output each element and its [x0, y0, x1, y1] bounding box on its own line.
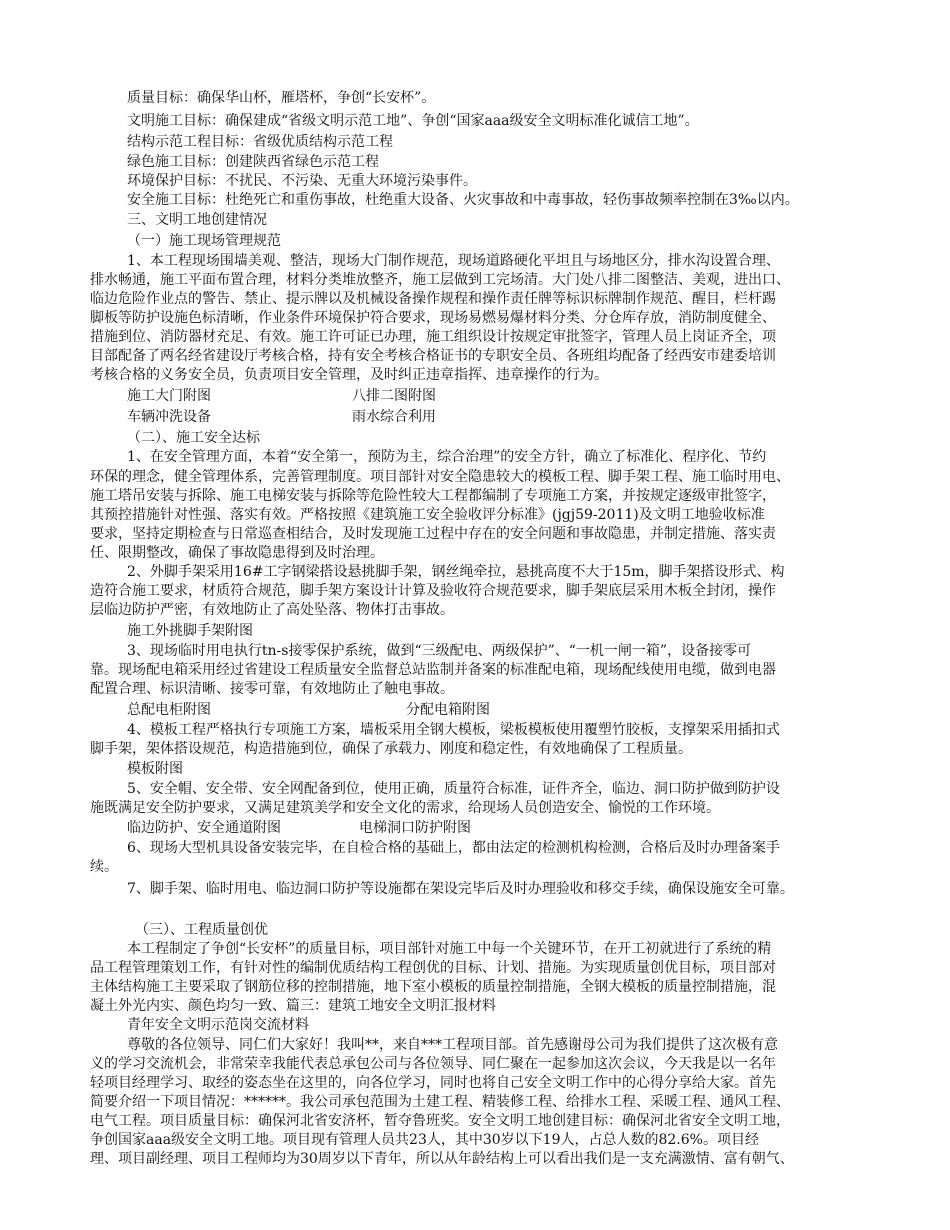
text-line: 6、现场大型机具设备安装完毕，在自检合格的基础上，都由法定的检测机构检测，合格后及时办理备案手: [127, 840, 780, 856]
figure-caption: 施工外挑脚手架附图: [127, 623, 253, 639]
figure-caption: 分配电箱附图: [406, 702, 490, 718]
text-line: 施既满足安全防护要求，又满足建筑美学和安全文化的需求，给现场人员创造安全、愉悦的工作环境。: [90, 800, 720, 816]
text-line: 轻项目经理学习、取经的姿态坐在这里的，向各位学习，同时也将自己安全文明工作中的心得分享给大家。首先: [90, 1075, 776, 1091]
text-line: 文明施工目标：确保建成“省级文明示范工地”、争创“国家aaa级安全文明标准化诚信工地”。: [127, 113, 699, 129]
figure-caption: 施工大门附图: [127, 388, 211, 404]
figure-caption: 车辆冲洗设备: [127, 409, 211, 425]
text-line: 理、项目副经理、项目工程师均为30周岁以下青年，所以从年龄结构上可以看出我们是一支充满激情、富有朝气、: [90, 1151, 794, 1167]
text-line: 任、限期整改，确保了事故隐患得到及时治理。: [90, 545, 384, 561]
text-line: 简要介绍一下项目情况：******。我公司承包范围为土建工程、精装修工程、给排水工程、采暖工程、通风工程、: [90, 1094, 790, 1110]
figure-caption: 临边防护、安全通道附图: [127, 820, 281, 836]
text-line: 层临边防护严密，有效地防止了高处坠落、物体打击事故。: [90, 602, 454, 618]
text-line: 施工塔吊安装与拆除、施工电梯安装与拆除等危险性较大工程都编制了专项施工方案，并按规定逐级审批签字，: [90, 488, 776, 504]
section-heading: 三、文明工地创建情况: [127, 212, 267, 228]
subsection-heading: （一）施工现场管理规范: [127, 233, 281, 249]
text-line: 措施到位、消防器材充足、有效。施工许可证已办理，施工组织设计按规定审批签字，管理人员上岗证齐全，项: [90, 329, 776, 345]
text-line: 5、安全帽、安全带、安全网配备到位，使用正确，质量符合标准，证件齐全，临边、洞口防护做到防护设: [127, 781, 780, 797]
figure-caption: 雨水综合利用: [352, 409, 436, 425]
text-line: 2、外脚手架采用16#工字钢梁搭设悬挑脚手架，钢丝绳牵拉，悬挑高度不大于15m，脚手架搭设形式、构: [127, 564, 785, 580]
text-line: 结构示范工程目标：省级优质结构示范工程: [127, 134, 393, 150]
text-line: 1、在安全管理方面，本着“安全第一，预防为主，综合治理”的安全方针，确立了标准化、程序化、节约: [127, 449, 767, 465]
text-line: 主体结构施工主要采取了钢筋位移的控制措施，地下室小模板的质量控制措施，全钢大模板的质量控制措施，混: [90, 979, 776, 995]
text-line: 脚手架，架体搭设规范，构造措施到位，确保了承载力、刚度和稳定性，有效地确保了工程质量。: [90, 741, 692, 757]
text-line: 4、模板工程严格执行专项施工方案，墙板采用全钢大模板，梁板模板使用覆塑竹胶板，支撑架采用插扣式: [127, 722, 780, 738]
text-line: 7、脚手架、临时用电、临边洞口防护等设施都在架设完毕后及时办理验收和移交手续，确保设施安全可靠。: [127, 881, 794, 897]
text-line: 临边危险作业点的警告、禁止、提示牌以及机械设备操作规程和操作责任牌等标识标牌制作规范、醒目，栏杆踢: [90, 291, 776, 307]
text-line: 电气工程。项目质量目标：确保河北省安济杯，暂夺鲁班奖。安全文明工地创建目标：确保河北省安全文明工地，: [90, 1113, 790, 1129]
figure-caption: 总配电柜附图: [127, 702, 211, 718]
text-line: 考核合格的义务安全员，负责项目安全管理，及时纠正违章指挥、违章操作的行为。: [90, 367, 608, 383]
text-line: 配置合理、标识清晰、接零可靠，有效地防止了触电事故。: [90, 681, 454, 697]
text-line: 排水畅通，施工平面布置合理，材料分类堆放整齐，施工层做到工完场清。大门处八排二图整洁、美观，进出口、: [90, 272, 790, 288]
text-line: 质量目标：确保华山杯，雁塔杯，争创“长安杯”。: [127, 90, 436, 106]
text-line: 3、现场临时用电执行tn-s接零保护系统，做到“三级配电、两级保护”、“一机一闸一箱”，设备接零可: [127, 643, 752, 659]
text-line: 环保的理念，健全管理体系，完善管理制度。项目部针对安全隐患较大的模板工程、脚手架工程、施工临时用电、: [90, 469, 790, 485]
text-line: 凝土外光内实、颜色均匀一致、篇三：建筑工地安全文明汇报材料: [90, 998, 496, 1014]
text-line: 义的学习交流机会，非常荣幸我能代表总承包公司与各位领导、同仁聚在一起参加这次会议，今天我是以一名年: [90, 1056, 776, 1072]
text-line: 目部配备了两名经省建设厅考核合格，持有安全考核合格证书的专职安全员、各班组均配备了经西安市建委培训: [90, 348, 776, 364]
text-line: 脚板等防护设施色标清晰，作业条件环境保护符合要求，现场易燃易爆材料分类、分仓库存放，消防制度健全、: [90, 310, 776, 326]
text-line: 争创国家aaa级安全文明工地。项目现有管理人员共23人，其中30岁以下19人，占总人数的82.6%。项目经: [90, 1132, 759, 1148]
text-line: 续。: [90, 859, 118, 875]
subsection-heading: （三）、工程质量创优: [135, 922, 268, 938]
text-line: 尊敬的各位领导、同仁们大家好！我叫**，来自***工程项目部。首先感谢母公司为我们提供了这次极有意: [127, 1037, 778, 1053]
figure-caption: 八排二图附图: [352, 388, 436, 404]
figure-caption: 电梯洞口防护附图: [359, 820, 471, 836]
text-line: 品工程管理策划工作，有针对性的编制优质结构工程创优的目标、计划、措施。为实现质量创优目标，项目部对: [90, 960, 776, 976]
section-heading: 青年安全文明示范岗交流材料: [127, 1017, 309, 1033]
subsection-heading: （二）、施工安全达标: [127, 430, 260, 446]
text-line: 其预控措施针对性强、落实有效。严格按照《建筑施工安全验收评分标准》(jgj59-2011)及文明工地验收标准: [90, 507, 765, 523]
text-line: 靠。现场配电箱采用经过省建设工程质量安全监督总站监制并备案的标准配电箱，现场配线使用电缆，做到电器: [90, 662, 776, 678]
text-line: 环境保护目标：不扰民、不污染、无重大环境污染事件。: [127, 173, 477, 189]
text-line: 1、本工程现场围墙美观、整洁，现场大门制作规范，现场道路硬化平坦且与场地区分，排水沟设置合理、: [127, 253, 780, 269]
text-line: 造符合施工要求，材质符合规范，脚手架方案设计计算及验收符合规范要求，脚手架底层采用木板全封闭，操作: [90, 583, 776, 599]
text-line: 绿色施工目标：创建陕西省绿色示范工程: [127, 154, 379, 170]
text-line: 本工程制定了争创“长安杯”的质量目标，项目部针对施工中每一个关键环节，在开工初就进行了系统的精: [127, 941, 772, 957]
figure-caption: 模板附图: [127, 761, 183, 777]
text-line: 要求，坚持定期检查与日常巡查相结合，及时发现施工过程中存在的安全问题和事故隐患，并制定措施、落实责: [90, 526, 776, 542]
text-line: 安全施工目标：杜绝死亡和重伤事故，杜绝重大设备、火灾事故和中毒事故，轻伤事故频率控制在3‰以内。: [127, 192, 799, 208]
